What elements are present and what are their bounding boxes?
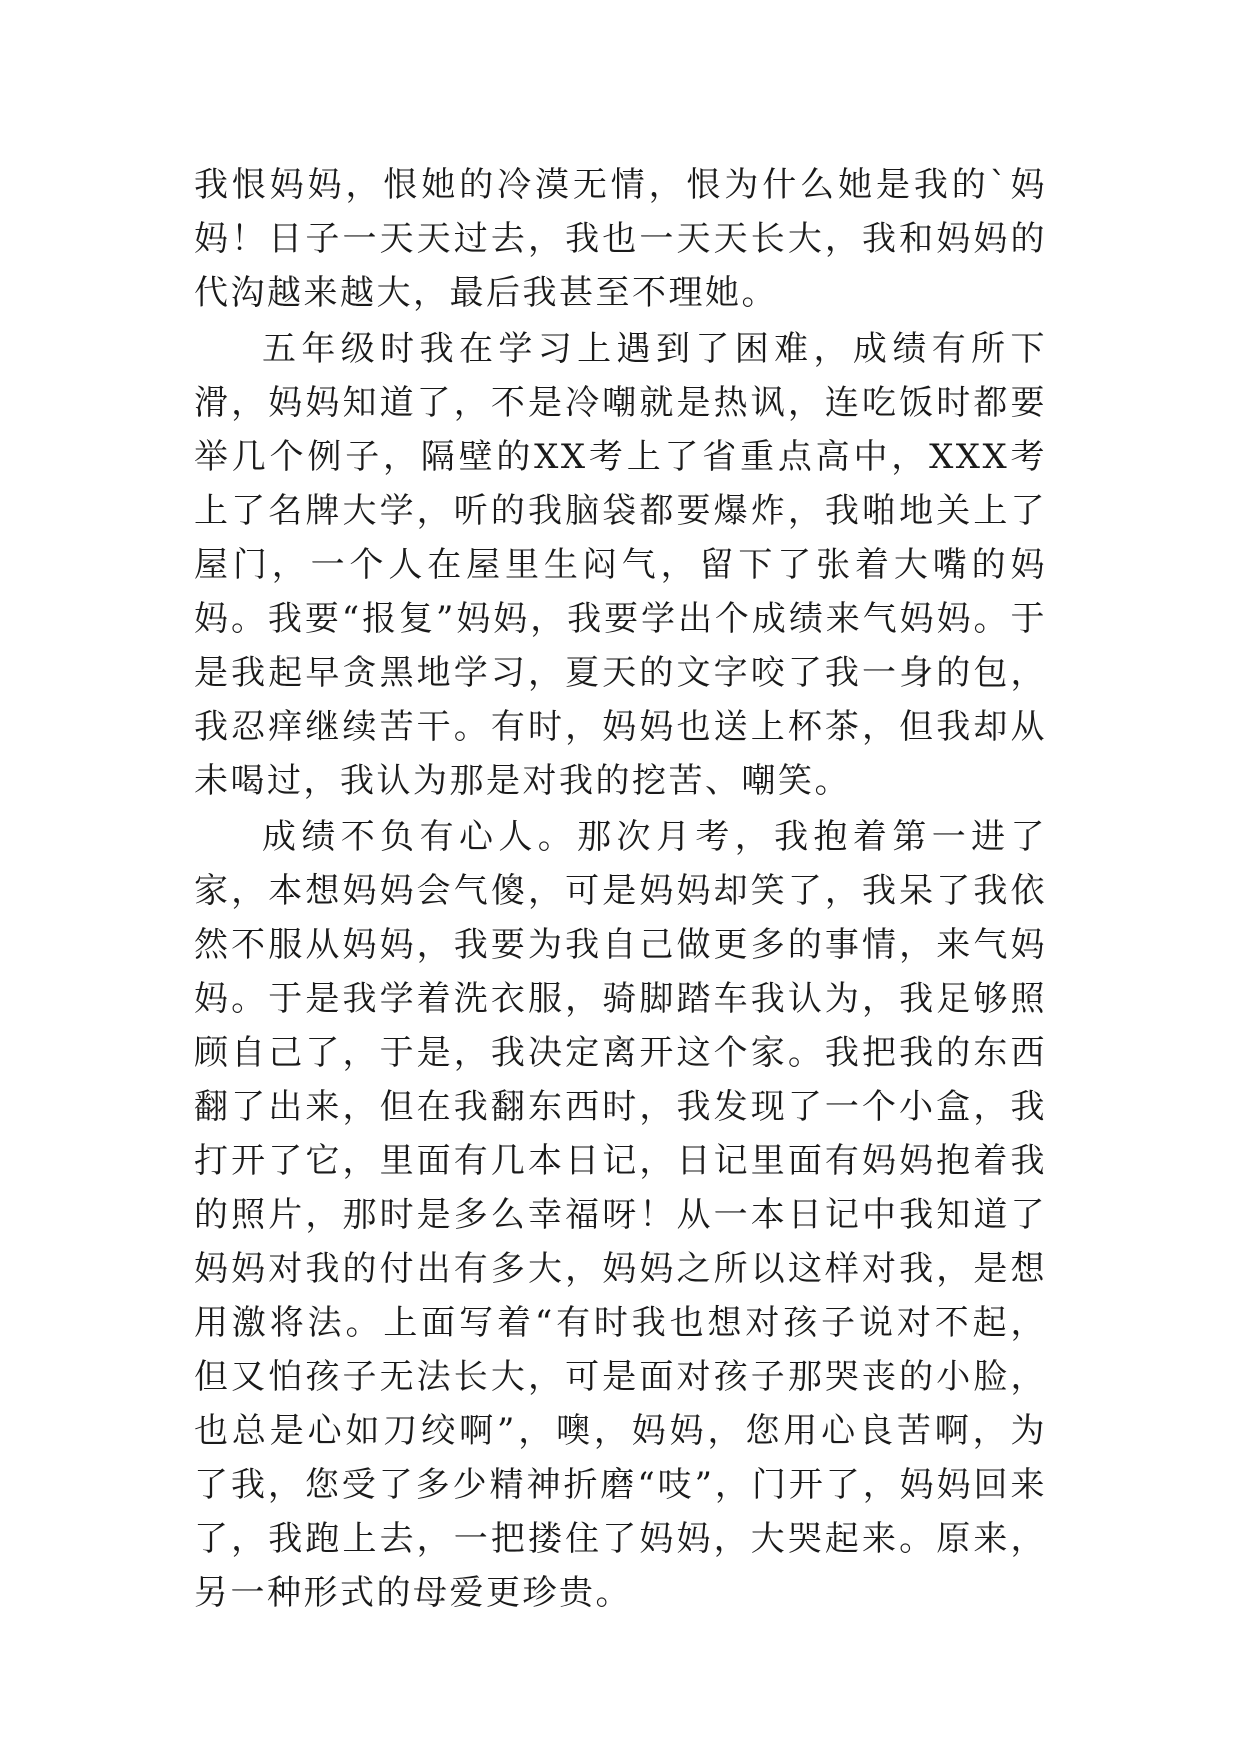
paragraph-3: 成绩不负有心人。那次月考，我抱着第一进了家，本想妈妈会气傻，可是妈妈却笑了，我呆了我依然不服从妈妈，我要为我自己做更多的事情，来气妈妈。于是我学着洗衣服，骑脚踏车我认为，我足够照顾自己了，于是，我决定离开这个家。我把我的东西翻了出来，但在我翻东西时，我发现了一个小盒，我打开了它，里面有几本日记，日记里面有妈妈抱着我的照片，那时是多么幸福呀！从一本日记中我知道了妈妈对我的付出有多大，妈妈之所以这样对我，是想用激将法。上面写着“有时我也想对孩子说对不起，但又怕孩子无法长大，可是面对孩子那哭丧的小脸，也总是心如刀绞啊”，噢，妈妈，您用心良苦啊，为了我，您受了多少精神折磨“吱”，门开了，妈妈回来了，我跑上去，一把搂住了妈妈，大哭起来。原来，另一种形式的母爱更珍贵。 bbox=[194, 817, 1047, 1613]
paragraph-1: 我恨妈妈，恨她的冷漠无情，恨为什么她是我的`妈妈！日子一天天过去，我也一天天长大，我和妈妈的代沟越来越大，最后我甚至不理她。 bbox=[194, 165, 1047, 313]
paragraph-2: 五年级时我在学习上遇到了困难，成绩有所下滑，妈妈知道了，不是冷嘲就是热讽，连吃饭时都要举几个例子，隔壁的XX考上了省重点高中，XXX考上了名牌大学，听的我脑袋都要爆炸，我啪地关上了屋门，一个人在屋里生闷气，留下了张着大嘴的妈妈。我要“报复”妈妈，我要学出个成绩来气妈妈。于是我起早贪黑地学习，夏天的文字咬了我一身的包，我忍痒继续苦干。有时，妈妈也送上杯茶，但我却从未喝过，我认为那是对我的挖苦、嘲笑。 bbox=[194, 329, 1047, 801]
body-text bbox=[194, 158, 1047, 1622]
